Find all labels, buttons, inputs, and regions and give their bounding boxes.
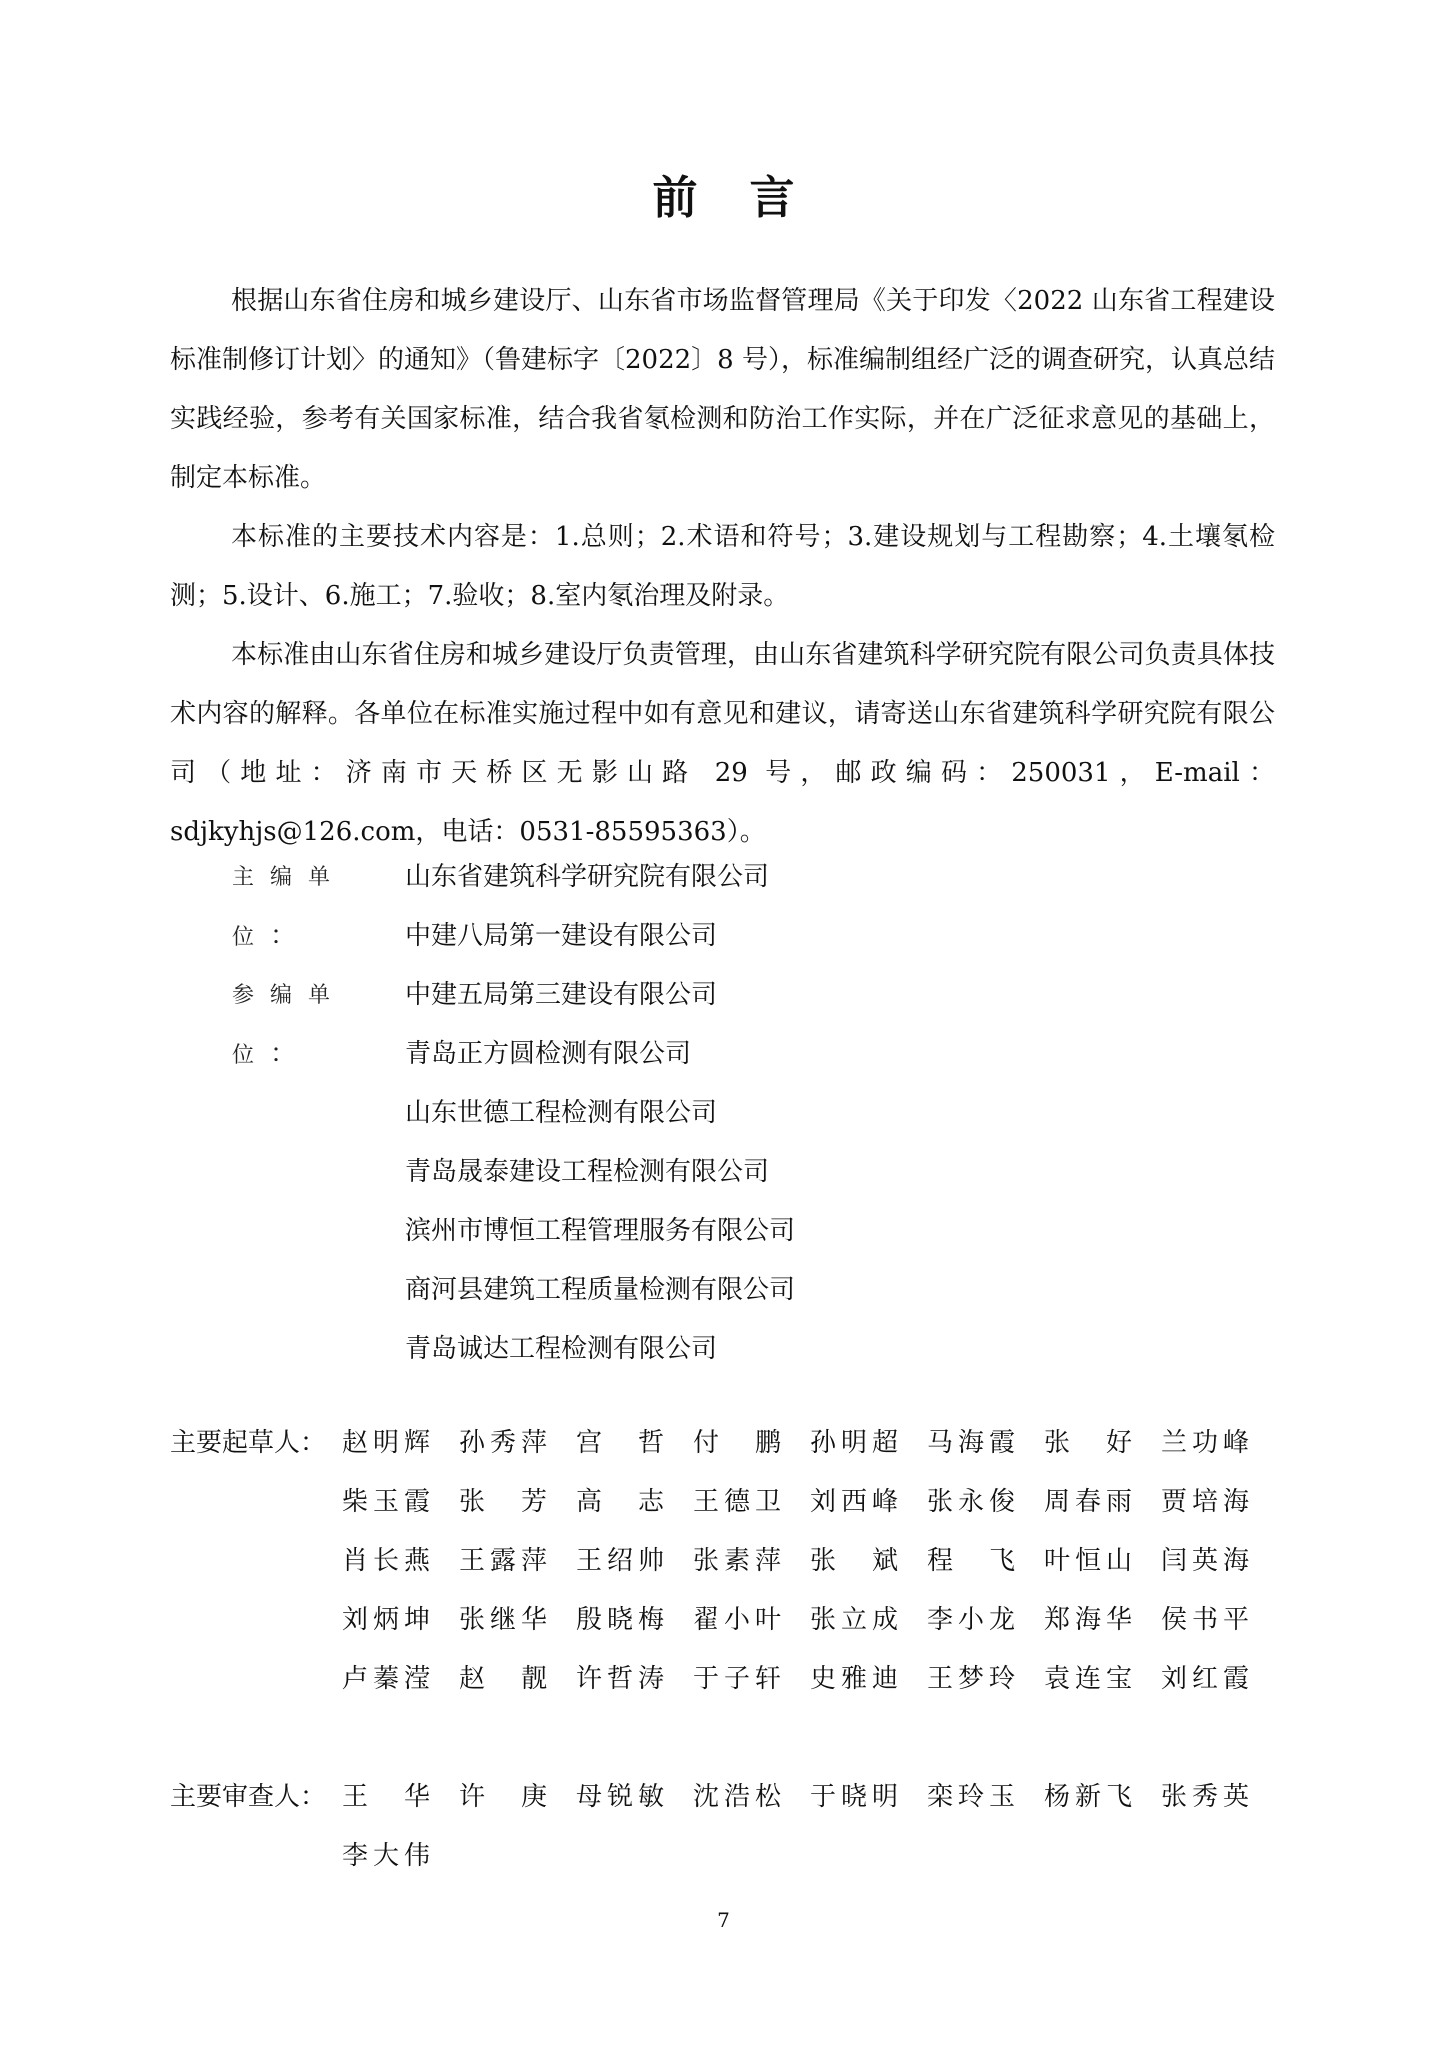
drafter-name: 翟小叶 <box>693 1605 781 1635</box>
drafter-name: 贾培海 <box>1161 1487 1249 1517</box>
participating-units-label: 参编单位： <box>232 983 347 1069</box>
drafter-name: 于子轩 <box>693 1664 781 1694</box>
drafter-name: 张好 <box>1044 1428 1132 1458</box>
reviewer-name: 杨新飞 <box>1044 1782 1132 1812</box>
drafter-name: 付鹏 <box>693 1428 781 1458</box>
participating-unit: 山东世德工程检测有限公司 <box>405 1098 718 1128</box>
drafter-name: 赵靓 <box>459 1664 547 1694</box>
participating-unit: 商河县建筑工程质量检测有限公司 <box>405 1275 796 1305</box>
drafter-name: 王绍帅 <box>576 1546 664 1576</box>
drafter-name: 李小龙 <box>927 1605 1015 1635</box>
drafter-name: 柴玉霞 <box>342 1487 430 1517</box>
drafter-name: 兰功峰 <box>1161 1428 1249 1458</box>
reviewer-name: 母锐敏 <box>576 1782 664 1812</box>
drafter-name: 王梦玲 <box>927 1664 1015 1694</box>
page-title: 前言 <box>652 171 847 224</box>
drafter-name: 王德卫 <box>693 1487 781 1517</box>
chief-unit: 中建八局第一建设有限公司 <box>405 921 718 951</box>
drafter-name: 卢蓁滢 <box>342 1664 430 1694</box>
drafter-name: 张永俊 <box>927 1487 1015 1517</box>
drafter-name: 张继华 <box>459 1605 547 1635</box>
drafter-name: 孙秀萍 <box>459 1428 547 1458</box>
participating-unit: 青岛诚达工程检测有限公司 <box>405 1334 718 1364</box>
chief-units-label: 主编单位： <box>232 865 347 951</box>
participating-unit: 青岛正方圆检测有限公司 <box>405 1039 692 1069</box>
reviewer-name: 栾玲玉 <box>927 1782 1015 1812</box>
drafter-name: 周春雨 <box>1044 1487 1132 1517</box>
paragraph-basis: 根据山东省住房和城乡建设厅、山东省市场监督管理局《关于印发〈2022 山东省工程建设标准制修订计划〉的通知》（鲁建标字〔2022〕8 号），标准编制组经广泛的调查研究，认真总结实践经验，参考有关国家标准，结合我省氡检测和防治工作实际，并在广泛征求意见的基础上，制定本标准。 <box>170 286 1275 493</box>
reviewer-name: 许庚 <box>459 1782 547 1812</box>
reviewers-list <box>342 1768 1282 1886</box>
reviewer-name: 王华 <box>342 1782 430 1812</box>
drafter-name: 张立成 <box>810 1605 898 1635</box>
drafters-list <box>342 1414 1282 1709</box>
drafter-name: 闫英海 <box>1161 1546 1249 1576</box>
paragraph-management: 本标准由山东省住房和城乡建设厅负责管理，由山东省建筑科学研究院有限公司负责具体技术内容的解释。各单位在标准实施过程中如有意见和建议，请寄送山东省建筑科学研究院有限公司（地址：济南市天桥区无影山路 29 号，邮政编码：250031，E-mail：sdjkyhjs@126.com，电话：0531-85595363）。 <box>170 640 1275 847</box>
participating-unit: 青岛晟泰建设工程检测有限公司 <box>405 1157 770 1187</box>
participating-unit: 中建五局第三建设有限公司 <box>405 980 718 1010</box>
reviewer-name: 李大伟 <box>342 1841 430 1871</box>
drafter-name: 叶恒山 <box>1044 1546 1132 1576</box>
drafter-name: 高志 <box>576 1487 664 1517</box>
drafter-name: 史雅迪 <box>810 1664 898 1694</box>
drafter-name: 郑海华 <box>1044 1605 1132 1635</box>
drafter-name: 马海霞 <box>927 1428 1015 1458</box>
reviewer-name: 沈浩松 <box>693 1782 781 1812</box>
participating-unit: 滨州市博恒工程管理服务有限公司 <box>405 1216 796 1246</box>
drafter-name: 赵明辉 <box>342 1428 430 1458</box>
page-number: 7 <box>717 1908 730 1932</box>
reviewer-name: 于晓明 <box>810 1782 898 1812</box>
paragraph-contents: 本标准的主要技术内容是：1.总则；2.术语和符号；3.建设规划与工程勘察；4.土壤氡检测；5.设计、6.施工；7.验收；8.室内氡治理及附录。 <box>170 522 1275 611</box>
drafter-name: 刘红霞 <box>1161 1664 1249 1694</box>
drafter-name: 程飞 <box>927 1546 1015 1576</box>
drafter-name: 殷晓梅 <box>576 1605 664 1635</box>
chief-unit: 山东省建筑科学研究院有限公司 <box>405 862 770 892</box>
reviewer-name: 张秀英 <box>1161 1782 1249 1812</box>
drafter-name: 王露萍 <box>459 1546 547 1576</box>
drafter-name: 宫哲 <box>576 1428 664 1458</box>
drafter-name: 刘西峰 <box>810 1487 898 1517</box>
drafter-name: 孙明超 <box>810 1428 898 1458</box>
drafter-name: 侯书平 <box>1161 1605 1249 1635</box>
drafter-name: 张芳 <box>459 1487 547 1517</box>
reviewers-label: 主要审查人： <box>170 1782 327 1812</box>
chief-units-list <box>405 848 769 966</box>
drafters-label: 主要起草人： <box>170 1428 327 1458</box>
drafter-name: 刘炳坤 <box>342 1605 430 1635</box>
drafter-name: 张斌 <box>810 1546 898 1576</box>
drafter-name: 许哲涛 <box>576 1664 664 1694</box>
participating-units-list <box>405 966 795 1379</box>
drafter-name: 肖长燕 <box>342 1546 430 1576</box>
drafter-name: 袁连宝 <box>1044 1664 1132 1694</box>
drafter-name: 张素萍 <box>693 1546 781 1576</box>
